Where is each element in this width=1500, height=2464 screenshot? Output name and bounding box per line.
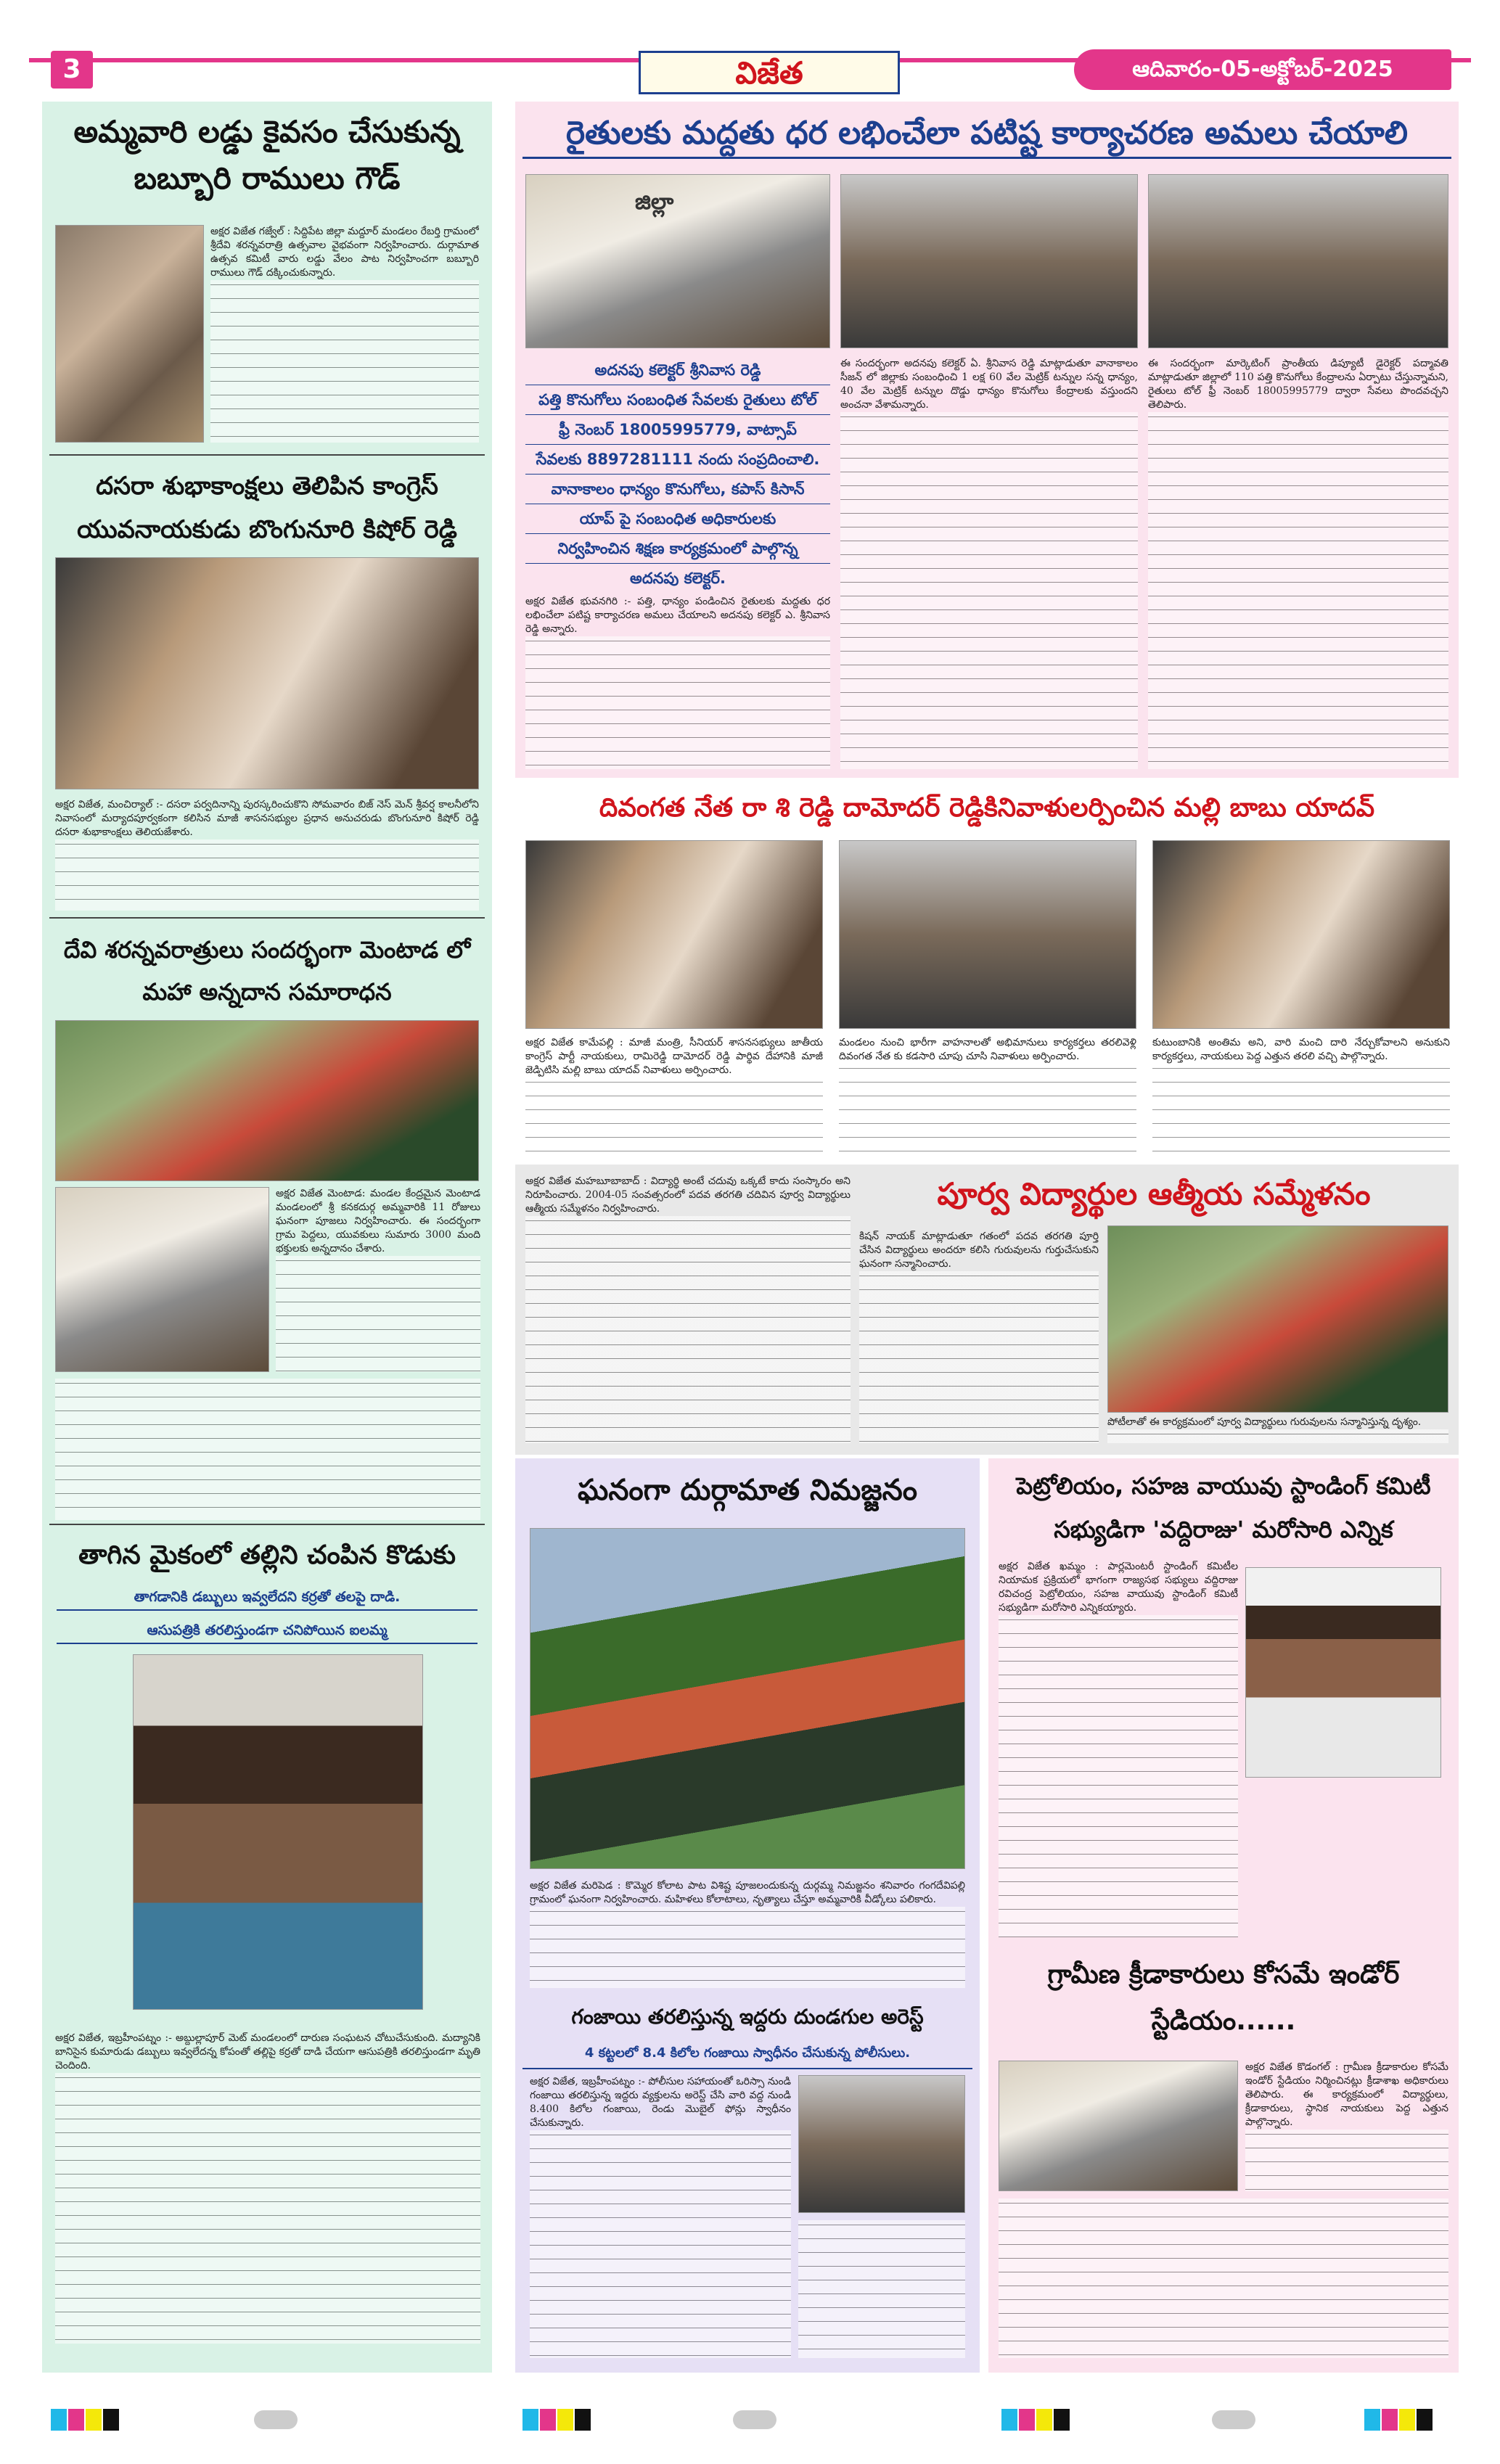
body-alumni-2: కిషన్ నాయక్ మాట్లాడుతూ గతంలో పదవ తరగతి పూర్తి చేసిన విద్యార్థులు అందరూ కలిసి గురువులను గుర్తుచేసుకుని ఘనంగా సన్మానించారు. [859, 1230, 1099, 1443]
print-marks-4 [1364, 2409, 1466, 2431]
subhead-son-1: తాగడానికి డబ్బులు ఇవ్వలేదని కర్రతో తలపై దాడి. [57, 1585, 478, 1611]
caption-line-4: సేవలకు 8897281111 నందు సంప్రదించాలి. [525, 445, 830, 475]
caption-line-1: అదనపు కలెక్టర్ శ్రీనివాస రెడ్డి [525, 356, 830, 385]
headline-son-kills-mother: తాగిన మైకంలో తల్లిని చంపిన కొడుకు [78, 1540, 456, 1570]
subhead-ganja: 4 కట్టలలో 8.4 కిలోల గంజాయి స్వాధీనం చేసుకున్న పోలీసులు. [522, 2039, 972, 2069]
caption-alumni: పోటీలాతో ఈ కార్యక్రమంలో పూర్వ విద్యార్థులు గురువులను సన్మానిస్తున్న దృశ్యం. [1107, 1416, 1448, 1443]
headline-laddu: అమ్మవారి లడ్డు కైవసం చేసుకున్న బబ్బూరి రాములు గౌడ్ [73, 114, 461, 196]
photo-annadanam-2 [55, 1187, 269, 1372]
print-marks-1 [51, 2409, 152, 2431]
durga-section [515, 1458, 980, 2373]
print-marks-3 [1001, 2409, 1103, 2431]
photo-woman [133, 1654, 423, 2010]
masthead-logo: విజేత [639, 51, 900, 94]
alumni-section [515, 1165, 1459, 1455]
photo-ganja [798, 2075, 965, 2213]
body-annadanam-cont [55, 1379, 480, 1520]
headline-dasara: దసరా శుభాకాంక్షలు తెలిపిన కాంగ్రెస్ యువనాయకుడు బొంగునూరి కిషోర్ రెడ్డి [77, 472, 457, 544]
photo-collector: జిల్లా [525, 174, 830, 348]
photo-durga [530, 1528, 965, 1869]
photo-vaddiraju [1245, 1567, 1441, 1778]
body-indoor: అక్షర విజేత కొడంగల్ : గ్రామీణ క్రీడాకారుల కోసమే ఇండోర్ స్టేడియం నిర్మించినట్లు క్రీడాశాఖ అధికారులు తెలిపారు. ఈ కార్యక్రమంలో విద్యార్థులు, క్రీడాకారులు, స్థానిక నాయకులు పెద్ద ఎత్తున పాల్గొన్నారు. [1245, 2061, 1448, 2191]
photo-meeting-2 [1148, 174, 1448, 348]
print-marks-2 [522, 2409, 624, 2431]
headline-indoor: గ్రామీణ క్రీడాకారులు కోసమే ఇండోర్ స్టేడియం...... [1047, 1960, 1400, 2036]
tribute-section [515, 784, 1459, 1161]
body-tribute-1: అక్షర విజేత కామేపల్లి : మాజీ మంత్రి, సీనియర్ శాసనసభ్యులు జాతీయ కాంగ్రెస్ పార్టీ నాయకులు, రామిరెడ్డి దామోదర్ రెడ్డి పార్థివ దేహానికి మాజీ జెడ్పిటిసి మల్లి బాబు యాదవ్ నివాళులు అర్పించారు. [525, 1036, 823, 1156]
photo-alumni [1107, 1225, 1448, 1413]
photo-indoor [999, 2061, 1238, 2191]
body-farmers-1: అక్షర విజేత భువనగిరి :- పత్తి, ధాన్యం పండించిన రైతులకు మద్దతు ధర లభించేలా పటిష్ట కార్యాచరణ అమలు చేయాలని అదనపు కలెక్టర్ ఎ. శ్రీనివాస రెడ్డి అన్నారు. [525, 595, 830, 769]
page-number: 3 [51, 51, 93, 89]
body-dasara: అక్షర విజేత, మంచిర్యాల్ :- దసరా పర్వదినాన్ని పురస్కరించుకొని సోమవారం బిజ్ నెస్ మెన్ శ్రీవర్ష కాలనీలోని నివాసంలో మర్యాదపూర్వకంగా కలిసిన మాజీ శాసనసభ్యుల ప్రధాన అనుచరుడు బొంగునూరి కిషోర్ రెడ్డి దసరా శుభాకాంక్షలు తెలియజేశారు. [55, 798, 479, 911]
body-farmers-2: ఈ సందర్భంగా అదనపు కలెక్టర్ ఏ. శ్రీనివాస రెడ్డి మాట్లాడుతూ వానాకాలం సీజన్ లో జిల్లాకు సంబంధించి 1 లక్ష 60 వేల మెట్రిక్ టన్నుల సన్న ధాన్యం, 40 వేల మెట్రిక్ టన్నుల దొడ్డు ధాన్యం కొనుగోలు కేంద్రాలకు వస్తుందని అంచనా వేశామన్నారు. [840, 357, 1138, 769]
page-header [0, 0, 1500, 94]
body-indoor-cont [999, 2198, 1448, 2358]
date-banner: ఆదివారం-05-అక్టోబర్-2025 [1074, 49, 1451, 90]
body-tribute-2: మండలం నుంచి భారీగా వాహనాలతో అభిమానులు కార్యకర్తలు తరలివెళ్లి దివంగత నేత కు కడసారి చూపు చూసి నివాళులు అర్పించారు. [839, 1036, 1136, 1156]
photo-tribute-2 [839, 840, 1136, 1029]
body-durga: అక్షర విజేత మరిపెడ : కొమ్మెర కోలాట పాట విశిష్ట పూజలందుకున్న దుర్గమ్మ నిమజ్జనం శనివారం గంగదేవిపల్లి గ్రామంలో ఘనంగా నిర్వహించారు. మహిళలు కోలాటాలు, నృత్యాలు చేస్తూ అమ్మవారికి వీడ్కోలు పలికారు. [530, 1879, 965, 1988]
farmers-section [515, 102, 1459, 778]
body-alumni-1: అక్షర విజేత మహబూబాబాద్ : విద్యార్థి అంటే చదువు ఒక్కటే కాదు సంస్కారం అని నిరూపించారు. 2004-05 సంవత్సరంలో పదవ తరగతి చదివిన పూర్వ విద్యార్థులు ఆత్మీయ సమ్మేళనం నిర్వహించారు. [525, 1175, 851, 1443]
photo-tribute-3 [1152, 840, 1450, 1029]
photo-dasara [55, 557, 479, 789]
body-annadanam: అక్షర విజేత మెంటాడ: మండల కేంద్రమైన మెంటాడ మండలంలో శ్రీ కనకదుర్గ అమ్మవారికి 11 రోజులు ఘనంగా పూజలు నిర్వహించారు. ఈ సందర్భంగా గ్రామ పెద్దలు, యువకులు సుమారు 3000 మంది భక్తులకు అన్నదానం చేశారు. [276, 1187, 480, 1372]
body-ganja-2 [798, 2220, 965, 2358]
headline-durga: ఘనంగా దుర్గామాత నిమజ్జనం [578, 1474, 917, 1507]
body-son-kills-mother: అక్షర విజేత, ఇబ్రహీంపట్నం :- అబ్దుల్లాపూర్ మెట్ మండలంలో దారుణ సంఘటన చోటుచేసుకుంది. మద్యానికి బానిసైన కుమారుడు డబ్బులు ఇవ్వలేదన్న కోపంతో తల్లిపై కర్రతో దాడి చేయగా ఆసుపత్రికి తరలిస్తుండగా మృతి చెందింది. [55, 2032, 480, 2344]
headline-annadanam: దేవి శరన్నవరాత్రులు సందర్భంగా మెంటాడ లో మహా అన్నదాన సమారాధన [63, 936, 471, 1006]
collector-caption [525, 356, 830, 588]
caption-line-7: నిర్వహించిన శిక్షణ కార్యక్రమంలో పాల్గొన్న [525, 534, 830, 564]
headline-farmers: రైతులకు మద్దతు ధర లభించేలా పటిష్ట కార్యాచరణ అమలు చేయాలి [522, 110, 1451, 159]
print-oval-1 [254, 2410, 298, 2429]
subhead-son-2: ఆసుపత్రికి తరలిస్తుండగా చనిపోయిన ఐలమ్మ [57, 1618, 478, 1644]
petro-section [988, 1458, 1459, 2373]
left-column [42, 102, 492, 2373]
caption-line-2: పత్తి కొనుగోలు సంబంధిత సేవలకు రైతులు టోల్ [525, 385, 830, 415]
photo-tribute-1 [525, 840, 823, 1029]
headline-ganja: గంజాయి తరలిస్తున్న ఇద్దరు దుండగుల అరెస్ట్ [571, 2005, 924, 2029]
print-oval-2 [733, 2410, 776, 2429]
body-petro: అక్షర విజేత ఖమ్మం : పార్లమెంటరీ స్టాండింగ్ కమిటీల నియామక ప్రక్రియలో భాగంగా రాజ్యసభ సభ్యులు వద్దిరాజు రవిచంద్ర పెట్రోలియం, సహజ వాయువు స్టాండింగ్ కమిటీ సభ్యుడిగా మరోసారి ఎన్నికయ్యారు. [999, 1560, 1238, 1937]
headline-tribute: దివంగత నేత రా శి రెడ్డి దామోదర్ రెడ్డికినివాళులర్పించిన మల్లి బాబు యాదవ్ [599, 793, 1375, 823]
body-laddu: అక్షర విజేత గజ్వేల్ : సిద్దిపేట జిల్లా మద్దూర్ మండలం రేబర్తి గ్రామంలో శ్రీదేవి శరన్నవరాత్రి ఉత్సవాల వైభవంగా నిర్వహించారు. దుర్గామాత ఉత్సవ కమిటీ వారు లడ్డు వేలం పాట నిర్వహించగా బబ్బూరి రాములు గౌడ్ దక్కించుకున్నారు. [210, 225, 479, 443]
print-oval-3 [1212, 2410, 1255, 2429]
headline-alumni: పూర్వ విద్యార్థుల ఆత్మీయ సమ్మేళనం [937, 1176, 1371, 1212]
caption-line-6: యాప్ పై సంబంధిత అధికారులకు [525, 504, 830, 534]
caption-line-5: వానాకాలం ధాన్యం కొనుగోలు, కపాస్ కిసాన్ [525, 475, 830, 504]
photo-laddu [55, 225, 204, 443]
headline-petro: పెట్రోలియం, సహజ వాయువు స్టాండింగ్ కమిటీ సభ్యుడిగా 'వద్దిరాజు' మరోసారి ఎన్నిక [1016, 1472, 1431, 1543]
caption-line-3: ఫ్రీ నెంబర్ 18005995779, వాట్సాప్ [525, 415, 830, 445]
caption-line-8: అదనపు కలెక్టర్. [630, 570, 726, 587]
photo-meeting-1 [840, 174, 1138, 348]
body-tribute-3: కుటుంబానికి అంతిమ అని, వారి మంచి దారి నేర్చుకోవాలని అనుకుని కార్యకర్తలు, నాయకులు పెద్ద ఎత్తున తరలి వచ్చి పాల్గొన్నారు. [1152, 1036, 1450, 1156]
body-farmers-3: ఈ సందర్భంగా మార్కెటింగ్ ప్రాంతీయ డిప్యూటీ డైరెక్టర్ పద్మావతి మాట్లాడుతూ జిల్లాలో 110 పత్తి కొనుగోలు కేంద్రాలను ఏర్పాటు చేస్తున్నామని, రైతులు టోల్ ఫ్రీ నెంబర్ 18005995779 ద్వారా సేవలు పొందవచ్చని తెలిపారు. [1148, 357, 1448, 769]
body-ganja: అక్షర విజేత, ఇబ్రహీంపట్నం :- పోలీసుల సహాయంతో ఒరిస్సా నుండి గంజాయి తరలిస్తున్న ఇద్దరు వ్యక్తులను అరెస్ట్ చేసి వారి వద్ద నుండి 8.400 కిలోల గంజాయి, రెండు మొబైల్ ఫోన్లు స్వాధీనం చేసుకున్నారు. [530, 2075, 791, 2358]
photo-annadanam-1 [55, 1020, 479, 1181]
